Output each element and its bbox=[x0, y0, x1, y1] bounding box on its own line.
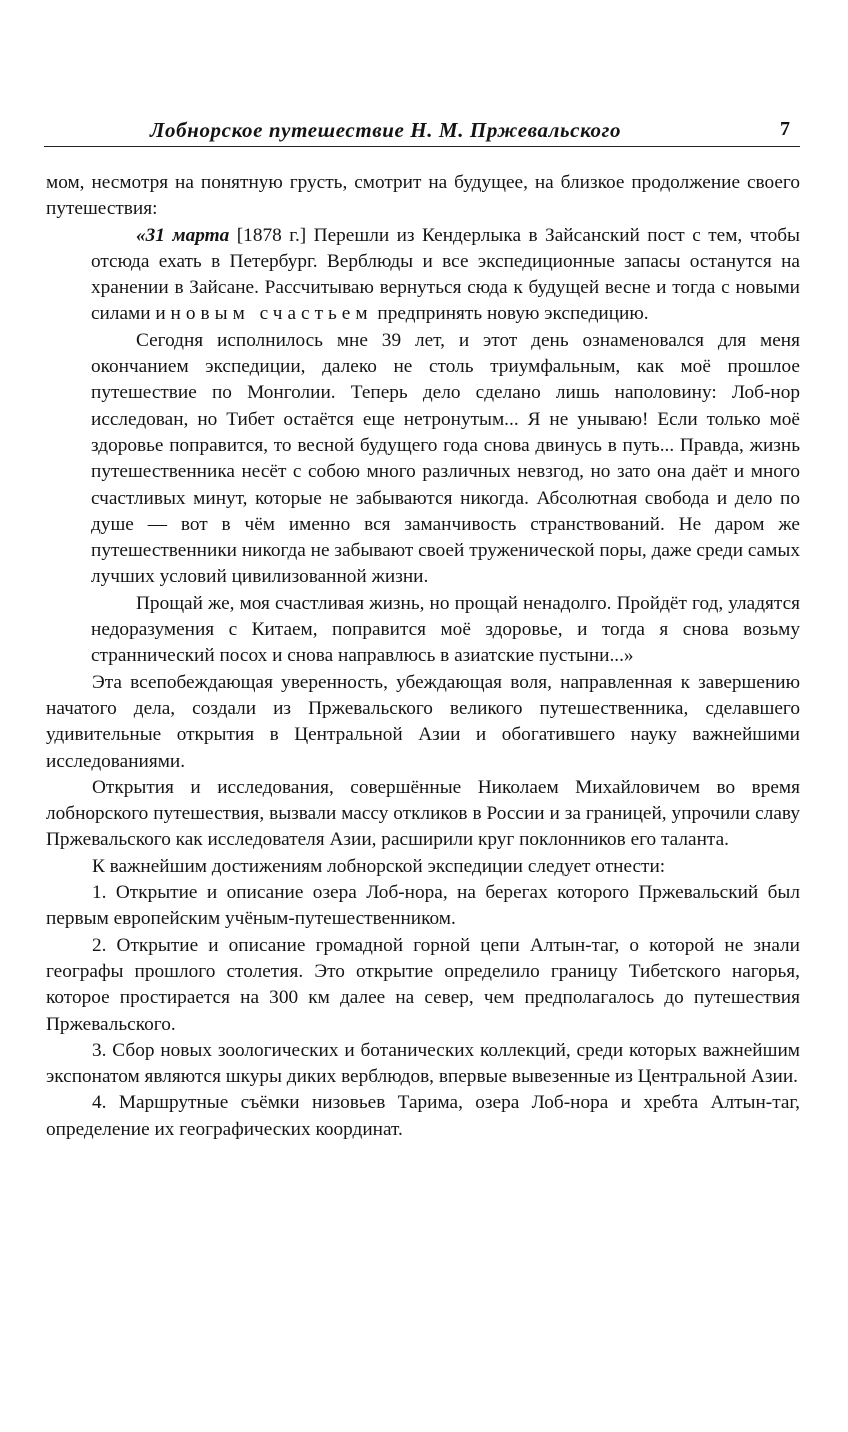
quote-paragraph-1 bbox=[91, 223, 800, 328]
diary-quote bbox=[46, 223, 800, 670]
paragraph-discoveries: Открытия и исследования, совершённые Николаем Михайловичем во время лобнорского путешествия, вызвали массу откликов в России и за границей, упрочили славу Пржевальского как исследователя Азии, расширили круг поклонников его таланта. bbox=[46, 776, 800, 851]
list-item-1: 1. Открытие и описание озера Лоб-нора, на берегах которого Пржевальский был первым европейским учёным-путешественником. bbox=[46, 882, 800, 930]
quote-paragraph-3: Прощай же, моя счастливая жизнь, но прощай ненадолго. Пройдёт год, уладятся недоразумения с Китаем, поправится моё здоровье, и тогда я снова возьму страннический посох и снова направлюсь в азиатские пустыни...» bbox=[91, 592, 800, 667]
page-number: 7 bbox=[780, 118, 790, 140]
page-header bbox=[44, 116, 800, 147]
list-item-2: 2. Открытие и описание громадной горной цепи Алтын-таг, о которой не знали географы прошлого столетия. Это открытие определило границу Тибетского нагорья, которое простирается на 300 км далее на север, чем предполагалось до путешествия Пржевальского. bbox=[46, 934, 800, 1035]
list-item-4: 4. Маршрутные съёмки низовьев Тарима, озера Лоб-нора и хребта Алтын-таг, определение их географических координат. bbox=[46, 1092, 800, 1140]
running-title: Лобнорское путешествие Н. М. Пржевальского bbox=[150, 118, 622, 142]
quote-text-b: предпринять новую экспедицию. bbox=[372, 303, 649, 325]
list-item-3: 3. Сбор новых зоологических и ботанических коллекций, среди которых важнейшим экспонатом являются шкуры диких верблюдов, впервые вывезенные из Центральной Азии. bbox=[46, 1039, 800, 1088]
quote-date: «31 марта bbox=[136, 224, 230, 246]
paragraph-confidence: Эта всепобеждающая уверенность, убеждающая воля, направленная к завершению начатого дела, создали из Пржевальского великого путешественника, сделавшего удивительные открытия в Центральной Азии и обогатившего науку важнейшими исследованиями. bbox=[46, 671, 800, 772]
quote-paragraph-2: Сегодня исполнилось мне 39 лет, и этот день ознаменовался для меня окончанием экспедиции, далеко не столь триумфальным, как моё прошлое путешествие по Монголии. Теперь дело сделано лишь наполовину: Лоб-нор исследован, но Тибет остаётся еще нетронутым... Я не унываю! Если только моё здоровье поправится, то весной будущего года снова двинусь в путь... Правда, жизнь путешественника несёт с собою много различных невзгод, но зато она даёт и много счастливых минут, которые не забываются никогда. Абсолютная свобода и дело по душе — вот в чём именно вся заманчивость странствований. Не даром же путешественники никогда не забывают своей труженической поры, даже среди самых лучших условий цивилизованной жизни. bbox=[91, 329, 800, 588]
quote-spaced-text: новым счастьем bbox=[170, 303, 373, 325]
paragraph-intro: мом, несмотря на понятную грусть, смотрит на будущее, на близкое продолжение своего путешествия: bbox=[46, 172, 800, 220]
paragraph-achievements-intro: К важнейшим достижениям лобнорской экспедиции следует отнести: bbox=[92, 855, 666, 877]
body-text bbox=[46, 170, 800, 1143]
quote-text-a: [1878 г.] Перешли из Кендерлыка в Зайсанский пост с тем, чтобы отсюда ехать в Петербург. Верблюды и все экспедиционные запасы останутся на хранении в Зайсане. Рассчитываю вернуться сюда к будущей весне и тогда с новыми силами и bbox=[91, 224, 800, 325]
